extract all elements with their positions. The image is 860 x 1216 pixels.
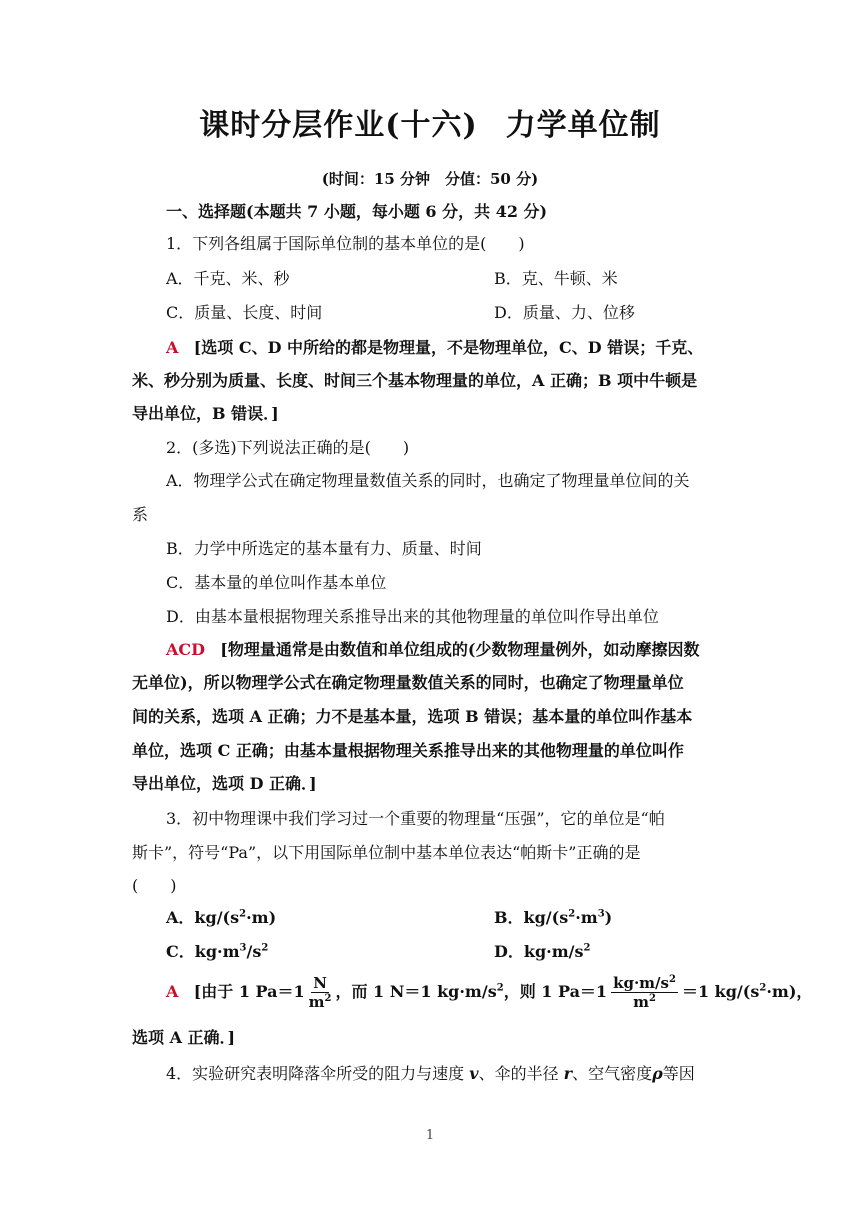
q3-option-d: D．$kg\cdot m/s^2$ — [494, 942, 591, 961]
time-score-info: (时间：15 分钟 分值：50 分) — [321, 170, 539, 188]
q2-option-a-line1: A．物理学公式在确定物理量数值关系的同时，也确定了物理量单位间的关 — [166, 471, 690, 490]
q3-stem-line3: ( ) — [132, 876, 177, 895]
q3-stem-line2: 斯卡”，符号“Pa”，以下用国际单位制中基本单位表达“帕斯卡”正确的是 — [132, 843, 641, 862]
q2-explanation-line1: ACD [物理量通常是由数值和单位组成的(少数物理量例外，如动摩擦因数 — [166, 640, 700, 659]
q2-stem: 2．(多选)下列说法正确的是( ) — [166, 438, 410, 457]
title-main: 课时分层作业(十六) — [199, 108, 478, 143]
q2-explanation-line4: 单位，选项 C 正确；由基本量根据物理关系推导出来的其他物理量的单位叫作 — [132, 741, 684, 760]
q3-option-a: A．$kg/(s^2\cdot m)$ — [166, 908, 277, 927]
fraction-n-over-m2: $\frac{N}{m^2}$ — [308, 974, 332, 1011]
q2-explanation-line5: 导出单位，选项 D 正确．] — [132, 774, 317, 793]
q2-answer: ACD — [166, 640, 206, 659]
page-number: 1 — [425, 1128, 435, 1143]
q1-option-a: A．千克、米、秒 — [166, 269, 290, 288]
q1-explanation-line3: 导出单位，B 错误．] — [132, 404, 279, 423]
q2-option-d: D．由基本量根据物理关系推导出来的其他物理量的单位叫作导出单位 — [166, 607, 659, 626]
q2-option-a-line2: 系 — [132, 505, 149, 524]
q3-option-b: B．$kg/(s^2\cdot m^3)$ — [494, 908, 613, 927]
q1-explanation-line1: A [选项 C、D 中所给的都是物理量，不是物理单位，C、D 错误；千克、 — [166, 338, 704, 357]
q2-explanation-line2: 无单位)，所以物理学公式在确定物理量数值关系的同时，也确定了物理量单位 — [132, 673, 684, 692]
q3-stem-line1: 3．初中物理课中我们学习过一个重要的物理量“压强”，它的单位是“帕 — [166, 809, 665, 828]
fraction-kgms2-over-m2: $\frac{kg\cdot m/s^2}{m^2}$ — [613, 974, 676, 1011]
q1-explanation-line2: 米、秒分别为质量、长度、时间三个基本物理量的单位，A 正确；B 项中牛顿是 — [132, 371, 698, 390]
q2-option-b: B．力学中所选定的基本量有力、质量、时间 — [166, 539, 482, 558]
q1-stem: 1．下列各组属于国际单位制的基本单位的是( ) — [166, 234, 525, 253]
q2-option-c: C．基本量的单位叫作基本单位 — [166, 573, 387, 592]
q1-option-d: D．质量、力、位移 — [494, 303, 635, 322]
q3-explanation-line2: 选项 A 正确．] — [132, 1028, 236, 1047]
q1-option-c: C．质量、长度、时间 — [166, 303, 323, 322]
q3-option-c: C．$kg\cdot m^3/s^2$ — [166, 942, 269, 961]
q4-stem-line1: 4．实验研究表明降落伞所受的阻力与速度 v、伞的半径 r、空气密度ρ等因 — [166, 1064, 695, 1083]
q1-answer: A — [166, 338, 179, 357]
q1-option-b: B．克、牛顿、米 — [494, 269, 618, 288]
q3-answer: A — [166, 982, 179, 1001]
page-title — [0, 106, 860, 146]
q2-explanation-line3: 间的关系，选项 A 正确；力不是基本量，选项 B 错误；基本量的单位叫作基本 — [132, 707, 693, 726]
q3-explanation-line1: A [由于 1 Pa＝1 $\frac{N}{m^2}$ ，而 1 N＝1 $kg\cdot m/s^2$，则 1 Pa＝1 $\frac{kg\cdot m/s^2}{m^2}$ ＝1 $kg/(s^2\cdot m)$， — [166, 974, 813, 1011]
title-topic: 力学单位制 — [505, 108, 661, 143]
section-heading: 一、选择题(本题共 7 小题，每小题 6 分，共 42 分) — [166, 202, 548, 221]
